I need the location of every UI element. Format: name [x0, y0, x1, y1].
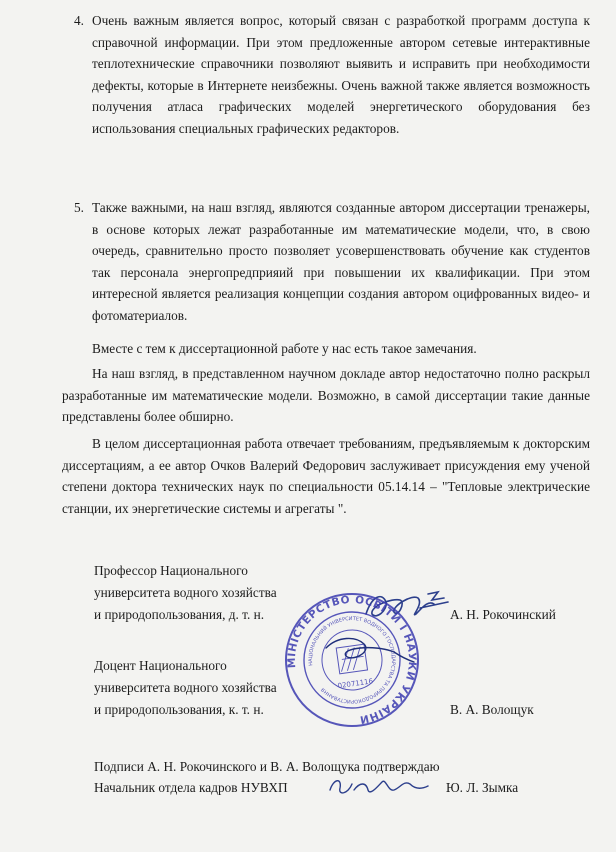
list-item-4: Очень важным является вопрос, который связан с разработкой программ доступа к справочной информации. При этом предложенные автором сетевые интерактивные теплотехнические справочники позволяют выявить и исправить при необходимости дефекты, которые в Интернете неизбежны. Очень важной также является возможность получения атласа графических моделей энергетического оборудования без использования специальных графических редакторов. [92, 13, 590, 136]
signature-zymka [324, 768, 434, 804]
svg-text:МІНІСТЕРСТВО ОСВІТИ І НАУКИ УК: МІНІСТЕРСТВО ОСВІТИ І НАУКИ УКРАЇНИ [285, 593, 419, 726]
signatory-1-name: А. Н. Рокочинский [450, 607, 556, 622]
signatory-1-title: Профессор Национального университета водного хозяйства и природопользования, д. т. н. [94, 563, 277, 622]
official-stamp [282, 590, 422, 730]
svg-text:02071116: 02071116 [337, 677, 374, 691]
item-number: 5. [74, 200, 84, 215]
remark-intro: Вместе с тем к диссертационной работе у нас есть такое замечания. [92, 341, 477, 356]
signatory-2-title: Доцент Национального университета водного хозяйства и природопользования, к. т. н. [94, 658, 277, 717]
remark-paragraph: На наш взгляд, в представленном научном докладе автор недостаточно полно раскрыл разработанные им математические модели. Возможно, в самой диссертации такие данные представлены более обширно. [62, 366, 590, 425]
conclusion-paragraph: В целом диссертационная работа отвечает требованиям, предъявляемым к докторским диссертациям, а ее автор Очков Валерий Федорович заслуживает присуждения ему ученой степени доктора технических наук по специальности 05.14.14 – "Тепловые электрические станции, их энергетические системы и агрегаты ". [62, 436, 590, 516]
item-number: 4. [74, 13, 84, 28]
hr-chief-title: Начальник отдела кадров НУВХП [94, 780, 288, 795]
confirmation-line: Подписи А. Н. Рокочинского и В. А. Волощука подтверждаю [94, 759, 440, 774]
svg-text:НАЦІОНАЛЬНИЙ УНІВЕРСИТЕТ ВОДНО: НАЦІОНАЛЬНИЙ УНІВЕРСИТЕТ ВОДНОГО ГОСПОДАРСТВА ТА ПРИРОДОКОРИСТУВАННЯ [307, 615, 397, 705]
signatory-2-name: В. А. Волощук [450, 702, 534, 717]
hr-chief-name: Ю. Л. Зымка [446, 780, 519, 795]
list-item-5: Также важными, на наш взгляд, являются созданные автором диссертации тренажеры, в основе которых лежат разработанные им математические модели, что, в свою очередь, сравнительно просто позволяет усовершенствовать обучение как студентов так персонала энергопредприяий при повышении их квалификации. При этом интересной является реализация концепции создания автором оцифрованных видео- и фотоматериалов. [92, 200, 590, 323]
